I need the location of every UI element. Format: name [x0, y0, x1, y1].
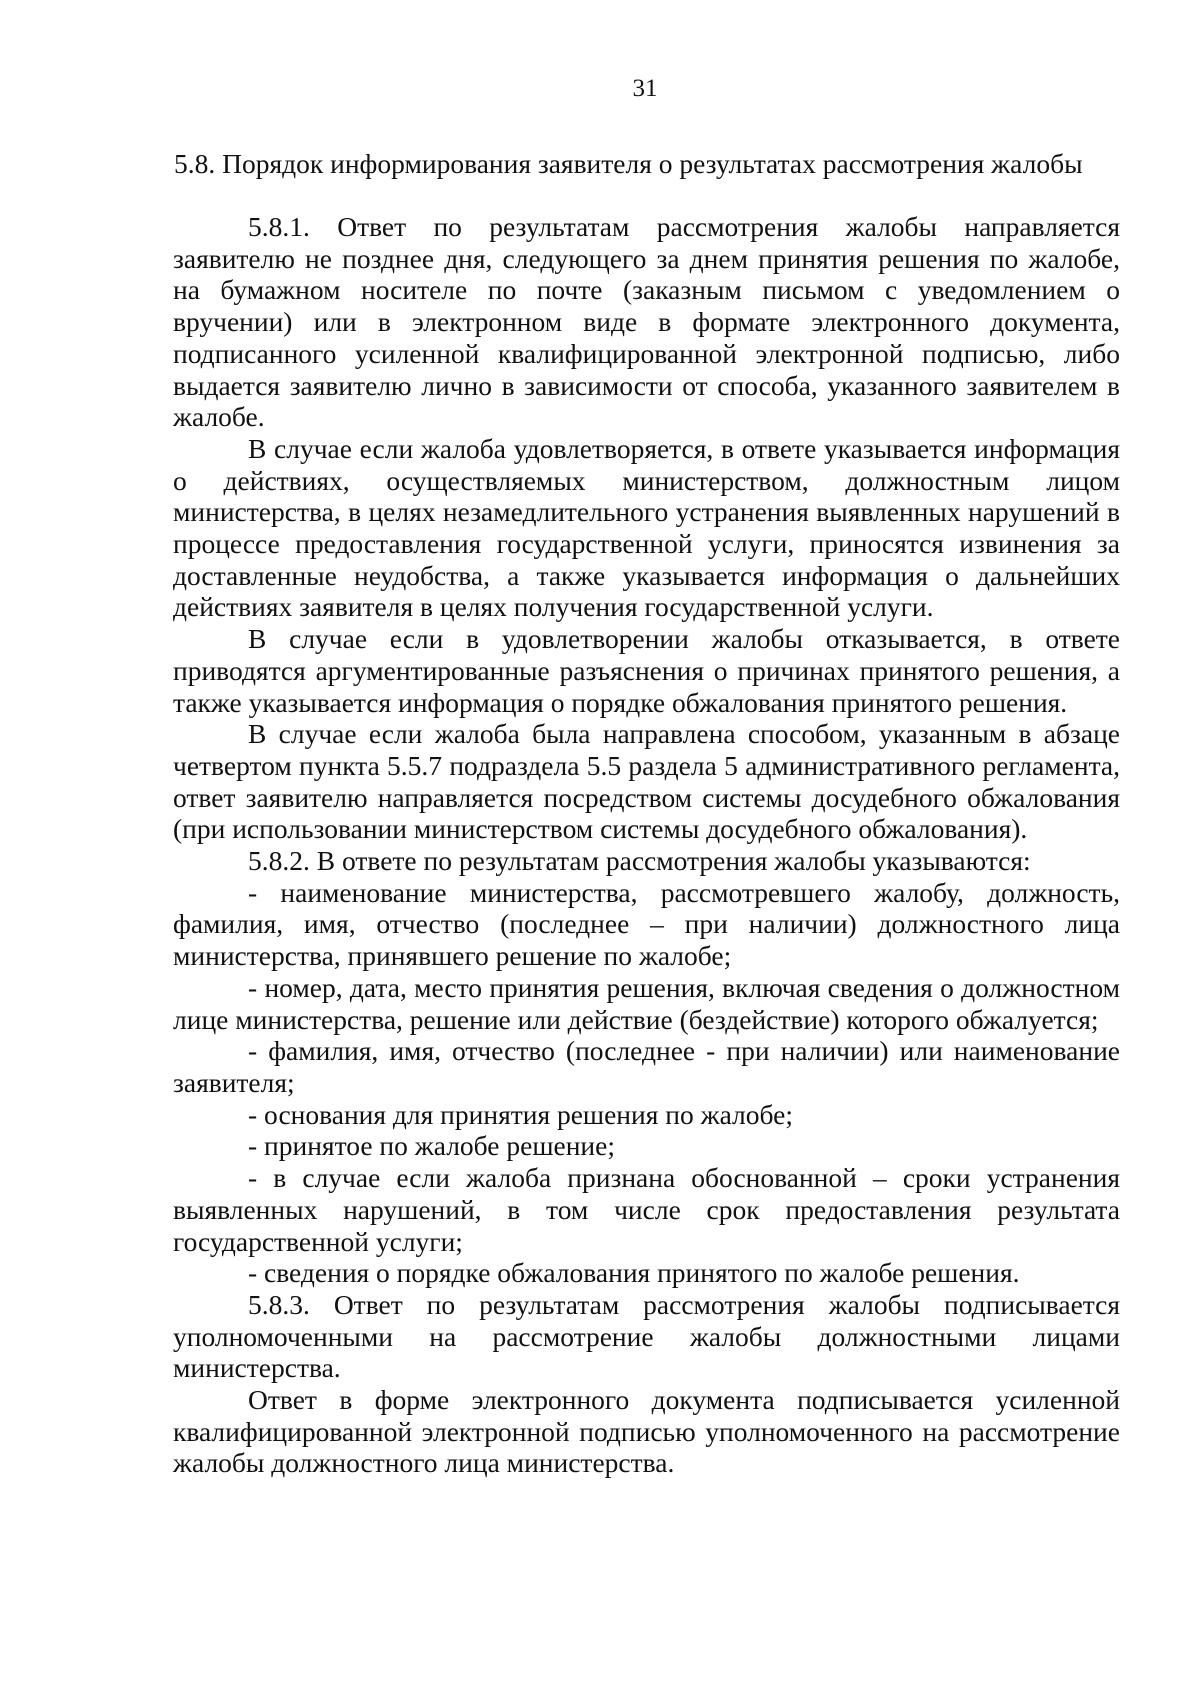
paragraph-pretrial-system: В случае если жалоба была направлена способом, указанным в абзаце четвертом пункта 5.5.7 подраздела 5.5 раздела 5 административного регламента, ответ заявителю направляется посредством системы досудебного обжалования (при использовании министерством системы досудебного обжалования). — [173, 718, 1120, 845]
page-number: 31 — [632, 75, 658, 102]
list-item-applicant-name: - фамилия, имя, отчество (последнее - при наличии) или наименование заявителя; — [173, 1035, 1120, 1098]
paragraph-5-8-1: 5.8.1. Ответ по результатам рассмотрения жалобы направляется заявителю не позднее дня, следующего за днем принятия решения по жалобе, на бумажном носителе по почте (заказным письмом с уведомлением о вручении) или в электронном виде в формате электронного документа, подписанного усиленной квалифицированной электронной подписью, либо выдается заявителю лично в зависимости от способа, указанного заявителем в жалобе. — [173, 211, 1120, 433]
list-item-ministry-name: - наименование министерства, рассмотревшего жалобу, должность, фамилия, имя, отчество (последнее – при наличии) должностного лица министерства, принявшего решение по жалобе; — [173, 876, 1120, 972]
list-item-decision-details: - номер, дата, место принятия решения, включая сведения о должностном лице министерства, решение или действие (бездействие) которого обжалуется; — [173, 971, 1120, 1035]
paragraph-complaint-refused: В случае если в удовлетворении жалобы отказывается, в ответе приводятся аргументированные разъяснения о причинах принятого решения, а также указывается информация о порядке обжалования принятого решения. — [173, 623, 1120, 718]
list-item-decision-grounds: - основания для принятия решения по жалобе; — [248, 1098, 794, 1130]
paragraph-electronic-signature: Ответ в форме электронного документа подписывается усиленной квалифицированной электронной подписью уполномоченного на рассмотрение жалобы должностного лица министерства. — [173, 1384, 1120, 1479]
list-item-appeal-procedure: - сведения о порядке обжалования принятого по жалобе решения. — [248, 1257, 1020, 1289]
paragraph-complaint-satisfied: В случае если жалоба удовлетворяется, в ответе указывается информация о действиях, осуществляемых министерством, должностным лицом министерства, в целях незамедлительного устранения выявленных нарушений в процессе предоставления государственной услуги, приносятся извинения за доставленные неудобства, а также указывается информация о дальнейших действиях заявителя в целях получения государственной услуги. — [173, 432, 1120, 623]
paragraph-5-8-3: 5.8.3. Ответ по результатам рассмотрения жалобы подписывается уполномоченными на рассмотрение жалобы должностными лицами министерства. — [173, 1288, 1120, 1384]
section-title: 5.8. Порядок информирования заявителя о результатах рассмотрения жалобы — [174, 148, 1083, 179]
paragraph-5-8-2: 5.8.2. В ответе по результатам рассмотрения жалобы указываются: — [248, 845, 1031, 877]
document-body — [173, 211, 1120, 1479]
list-item-decision: - принятое по жалобе решение; — [248, 1130, 615, 1162]
list-item-elimination-terms: - в случае если жалоба признана обоснованной – сроки устранения выявленных нарушений, в том числе срок предоставления результата государственной услуги; — [173, 1162, 1120, 1257]
